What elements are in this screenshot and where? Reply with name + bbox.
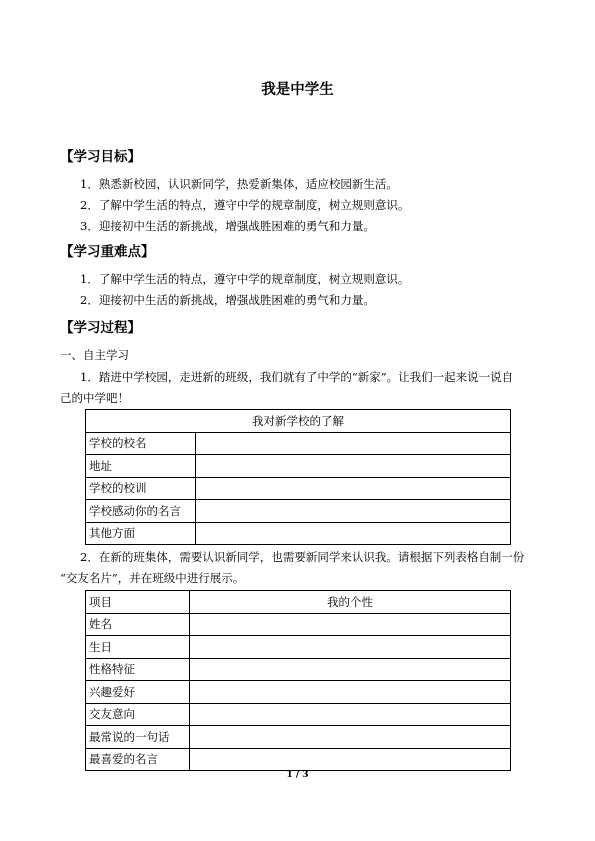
answer-cell[interactable] (190, 658, 511, 681)
table-row (86, 522, 511, 545)
school-info-table (85, 409, 511, 545)
part-heading-self-study: 一、自主学习 (60, 348, 129, 362)
goal-item-2: 2．了解中学生活的特点，遵守中学的规章制度，树立规则意识。 (80, 198, 410, 212)
answer-cell[interactable] (190, 613, 511, 636)
goal-item-1: 1．熟悉新校园，认识新同学，热爱新集体，适应校园新生活。 (80, 177, 398, 191)
answer-cell[interactable] (196, 455, 511, 478)
answer-cell[interactable] (196, 432, 511, 455)
card-row-label: 姓名 (86, 613, 190, 636)
answer-cell[interactable] (196, 522, 511, 545)
school-row-label: 学校的校名 (86, 432, 196, 455)
school-row-label: 地址 (86, 455, 196, 478)
school-row-label: 学校的校训 (86, 477, 196, 500)
table-row (86, 455, 511, 478)
school-row-label: 学校感动你的名言 (86, 500, 196, 523)
card-col-header-item: 项目 (86, 591, 190, 614)
card-row-label: 性格特征 (86, 658, 190, 681)
answer-cell[interactable] (190, 681, 511, 704)
table-row (86, 726, 511, 749)
table-row (86, 681, 511, 704)
table-row (86, 613, 511, 636)
section-heading-process: 【学习过程】 (60, 320, 141, 336)
table-row (86, 748, 511, 771)
section-heading-goals: 【学习目标】 (60, 149, 141, 165)
table-row (86, 500, 511, 523)
table-row (86, 591, 511, 614)
card-row-label: 交友意向 (86, 703, 190, 726)
key-point-item-2: 2．迎接初中生活的新挑战，增强战胜困难的勇气和力量。 (80, 293, 375, 307)
card-col-header-personality: 我的个性 (190, 591, 511, 614)
answer-cell[interactable] (190, 726, 511, 749)
page-number: 1 / 3 (286, 770, 309, 780)
card-row-label: 最常说的一句话 (86, 726, 190, 749)
answer-cell[interactable] (196, 477, 511, 500)
school-table-header: 我对新学校的了解 (86, 410, 511, 433)
card-row-label: 兴趣爱好 (86, 681, 190, 704)
question-2-line-1: 2．在新的班集体，需要认识新同学，也需要新同学来认识我。请根据下列表格自制一份 (80, 550, 525, 564)
question-2-line-2: “交友名片”，并在班级中进行展示。 (60, 571, 245, 585)
card-row-label: 生日 (86, 636, 190, 659)
school-row-label: 其他方面 (86, 522, 196, 545)
answer-cell[interactable] (190, 636, 511, 659)
table-row (86, 410, 511, 433)
card-row-label: 最喜爱的名言 (86, 748, 190, 771)
answer-cell[interactable] (190, 703, 511, 726)
table-row (86, 477, 511, 500)
question-1-line-1: 1．踏进中学校园，走进新的班级，我们就有了中学的“新家”。让我们一起来说一说自 (80, 370, 514, 384)
answer-cell[interactable] (196, 500, 511, 523)
goal-item-3: 3．迎接初中生活的新挑战，增强战胜困难的勇气和力量。 (80, 219, 375, 233)
table-row (86, 636, 511, 659)
question-1-line-2: 己的中学吧！ (60, 391, 129, 405)
table-row (86, 432, 511, 455)
friend-card-table (85, 590, 511, 771)
table-row (86, 658, 511, 681)
table-row (86, 703, 511, 726)
key-point-item-1: 1．了解中学生活的特点，遵守中学的规章制度，树立规则意识。 (80, 272, 410, 286)
section-heading-key-points: 【学习重难点】 (60, 244, 155, 260)
answer-cell[interactable] (190, 748, 511, 771)
page-title: 我是中学生 (261, 82, 334, 98)
